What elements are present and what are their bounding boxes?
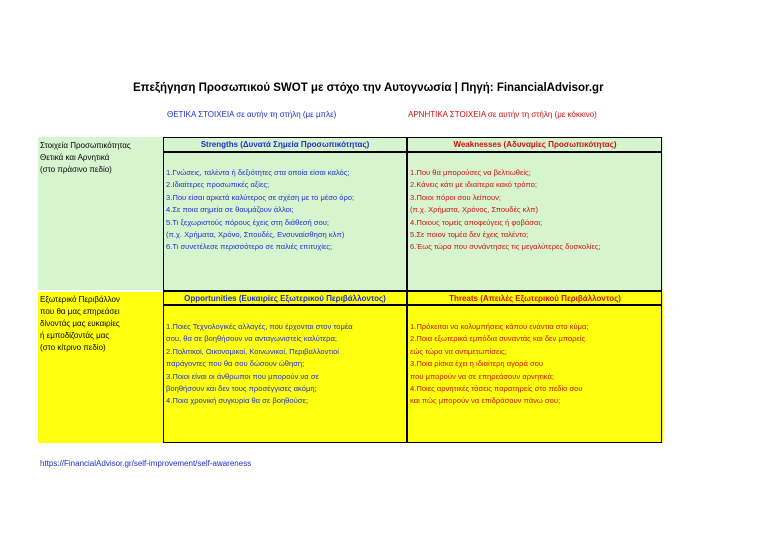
grid-divider-header-top — [163, 151, 662, 153]
weaknesses-header: Weaknesses (Αδυναμίες Προσωπικότητας) — [453, 140, 617, 149]
internal-label-line: Θετικά και Αρνητικά — [40, 153, 110, 162]
list-item: παράγοντες που θα σου δώσουν ώθηση; — [166, 359, 305, 369]
strengths-list — [166, 167, 354, 254]
opportunities-header: Opportunities (Ευκαιρίες Εξωτερικού Περιβάλλοντος) — [184, 294, 386, 303]
internal-label-line: (στο πράσινο πεδίο) — [40, 165, 112, 174]
list-item: 4.Σε ποια σημεία σε θαυμάζουν άλλοι; — [166, 205, 294, 215]
list-item: 5.Τι ξεχωριστούς πόρους έχεις στη διάθεσή σου; — [166, 217, 329, 227]
negative-legend: ΑΡΝΗΤΙΚΑ ΣΤΟΙΧΕΙΑ σε αυτήν τη στήλη (με κόκκινο) — [408, 110, 597, 119]
external-label — [40, 294, 120, 354]
list-item: 1.Που θα μπορούσες να βελτιωθείς; — [410, 168, 531, 177]
threats-list — [410, 321, 589, 408]
external-label-line: Εξωτερικό Περιβάλλον — [40, 295, 120, 304]
list-item: 2.Κάνεις κάτι με ιδιαίτερα κακό τρόπο; — [410, 180, 538, 190]
list-item: 6.Τι συνετέλεσε περισσότερο σε παλιές επιτυχίες; — [166, 242, 333, 252]
list-item: 1.Πρόκειται να κολυμπήσεις κάπου ενάντια στο κύμα; — [410, 322, 589, 331]
strengths-header: Strengths (Δυνατά Σημεία Προσωπικότητας) — [200, 140, 370, 149]
list-item: 3.Ποια ρίσκα έχει η ιδιαίτερη αγορά σου — [410, 359, 544, 369]
page-title: Επεξήγηση Προσωπικού SWOT με στόχο την Αυτογνωσία | Πηγή: FinancialAdvisor.gr — [133, 82, 604, 94]
opportunities-list — [166, 321, 353, 408]
external-label-line: που θα μας επηρεάσει — [40, 307, 120, 316]
external-label-line: ή εμποδίζοντάς μας — [40, 331, 110, 340]
list-item: (π.χ. Χρήματα, Χρόνος, Σπουδές κλπ) — [410, 205, 539, 215]
positive-legend: ΘΕΤΙΚΑ ΣΤΟΙΧΕΙΑ σε αυτήν τη στήλη (με μπλε) — [167, 110, 337, 119]
list-item: 3.Ποιοι είναι οι άνθρωποι που μπορούν να σε — [166, 371, 319, 381]
grid-divider-middle — [163, 290, 662, 292]
external-label-line: (στο κίτρινο πεδίο) — [40, 343, 106, 352]
list-item: 2.Ποια εξωτερικά εμπόδια συναντάς και δεν μπορείς — [410, 334, 586, 344]
source-link[interactable]: https://FinancialAdvisor.gr/self-improvement/self-awareness — [40, 459, 252, 468]
list-item: 4.Ποιες αρνητικές τάσεις παρατηρείς στο πεδίο σου — [410, 384, 583, 394]
grid-divider-header-bottom — [163, 304, 662, 306]
list-item: και πώς μπορούν να επιδράσουν πάνω σου; — [410, 396, 561, 406]
list-item: 5.Σε ποιον τομέα δεν έχεις ταλέντο; — [410, 230, 529, 240]
internal-label-line: Στοιχεία Προσωπικότητας — [40, 141, 131, 150]
internal-label — [40, 140, 131, 176]
list-item: βοηθήσουν και δεν τους προσέγγισες ακόμη; — [166, 384, 317, 394]
list-item: που μπορούν να σε επηρεάσουν αρνητικά; — [410, 371, 554, 381]
list-item: εώς τώρα να αντιμετωπίσεις; — [410, 346, 507, 356]
list-item: 4.Ποιους τομείς αποφεύγεις ή φοβάσαι; — [410, 217, 543, 227]
list-item: 2.Ιδιαίτερες προσωπικές αξίες; — [166, 180, 270, 190]
list-item: 1.Ποιες Τεχνολογικές αλλαγές, που έρχονται στον τομέα — [166, 322, 353, 331]
weaknesses-list — [410, 167, 601, 254]
list-item: 3.Που είσαι αρκετά καλύτερος σε σχέση με το μέσο όρο; — [166, 192, 355, 202]
list-item: 2.Πολιτικοί, Οικονομικοί, Κοινωνικοί, Περιβαλλοντιοί — [166, 346, 339, 356]
list-item: (π.χ. Χρήματα, Χρόνο, Σπουδές, Ενσυναίσθηση κλπ) — [166, 230, 345, 240]
external-label-line: δίνοντάς μας ευκαιρίες — [40, 319, 120, 328]
list-item: 6.Έως τώρα που συνάντησες τις μεγαλύτερες δυσκολίες; — [410, 242, 601, 252]
list-item: σου, θα σε βοηθήσουν να ανταγωνιστείς καλύτερα; — [166, 334, 337, 344]
list-item: 4.Ποια χρονική συγκυρία θα σε βοηθούσε; — [166, 396, 308, 406]
list-item: 1.Γνώσεις, ταλέντα ή δεξιότητες στα οποία είσαι καλός; — [166, 168, 350, 177]
threats-header: Threats (Απειλές Εξωτερικού Περιβάλλοντος) — [449, 294, 621, 303]
list-item: 3.Ποιοι πόροι σου λείπουν; — [410, 192, 502, 202]
